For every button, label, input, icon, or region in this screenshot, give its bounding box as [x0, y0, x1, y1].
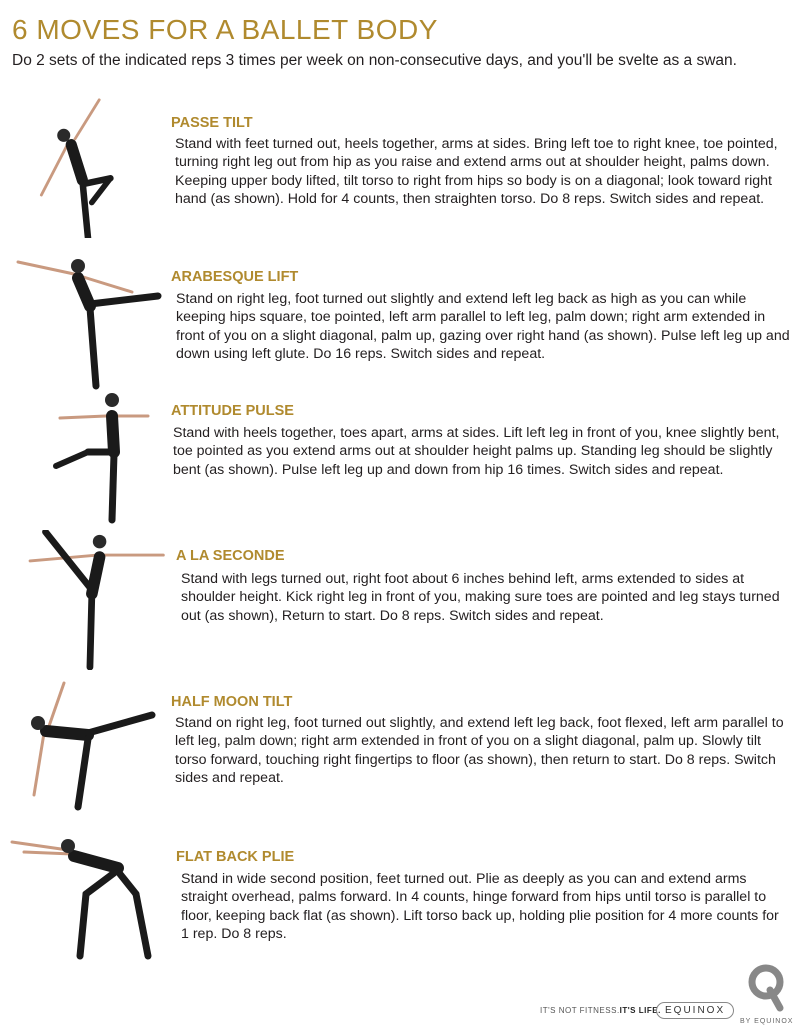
move-title-arabesque-lift: ARABESQUE LIFT — [171, 269, 299, 285]
dancer-figure-flat-back-plie — [8, 832, 168, 972]
move-a-la-seconde — [0, 530, 800, 675]
move-description-passe-tilt: Stand with feet turned out, heels together, arms at sides. Bring left toe to right knee, toe pointed, turning right leg out from hip as you raise and extend arms out at shoulder height, palms down. Keeping upper body lifted, tilt torso to right from hips so body is on a diagonal; look toward right hand (as shown). Hold for 4 counts, then straighten torso. Do 8 reps. Switch sides and repeat. — [175, 136, 778, 208]
footer-byline: BY EQUINOX — [740, 1018, 794, 1025]
move-flat-back-plie — [0, 832, 800, 972]
move-arabesque-lift — [0, 250, 800, 390]
move-title-passe-tilt: PASSE TILT — [171, 115, 253, 131]
move-passe-tilt — [0, 98, 800, 248]
q-logo-icon — [746, 962, 786, 1014]
move-description-arabesque-lift: Stand on right leg, foot turned out slightly and extend left leg back as high as you can while keeping hips square, toe pointed, left arm parallel to left leg, palm down; right arm extended in front of you on a slight diagonal, palm up, gazing over right hand (as shown). Pulse left leg up and down using left glute. Do 16 reps. Switch sides and repeat. — [176, 291, 790, 363]
page-title: 6 MOVES FOR A BALLET BODY — [12, 14, 438, 45]
page-subtitle: Do 2 sets of the indicated reps 3 times per week on non-consecutive days, and you'll be svelte as a swan. — [12, 52, 737, 69]
move-title-a-la-seconde: A LA SECONDE — [176, 548, 285, 564]
move-title-attitude-pulse: ATTITUDE PULSE — [171, 403, 294, 419]
move-description-attitude-pulse: Stand with heels together, toes apart, arms at sides. Lift left leg in front of you, knee slightly bent, toe pointed as you extend arms out at shoulder height palms up. Standing leg should be slightly bent (as shown). Pulse left leg up and down from hip 16 times. Switch sides and repeat. — [173, 425, 780, 478]
move-description-flat-back-plie: Stand in wide second position, feet turned out. Plie as deeply as you can and extend arms straight overhead, palms forward. In 4 counts, hinge forward from hips until torso is parallel to floor, keeping back flat (as shown). Lift torso back up, holding plie position for 4 more counts for 1 rep. Do 8 reps. — [181, 871, 779, 943]
move-description-a-la-seconde: Stand with legs turned out, right foot about 6 inches behind left, arms extended to sides at shoulder height. Kick right leg in front of you, making sure toes are pointed and leg stays turned out (as shown), Return to start. Do 8 reps. Switch sides and repeat. — [181, 571, 780, 624]
footer-tagline: IT'S NOT FITNESS.IT'S LIFE. — [540, 1006, 661, 1015]
move-attitude-pulse — [0, 386, 800, 526]
dancer-figure-attitude-pulse — [8, 386, 168, 526]
move-half-moon-tilt — [0, 677, 800, 817]
dancer-figure-half-moon-tilt — [8, 677, 168, 817]
dancer-figure-passe-tilt — [8, 98, 168, 238]
move-title-half-moon-tilt: HALF MOON TILT — [171, 694, 293, 710]
footer-branding — [540, 994, 794, 1030]
equinox-logo: EQUINOX — [656, 1002, 734, 1019]
dancer-figure-a-la-seconde — [8, 530, 168, 670]
move-description-half-moon-tilt: Stand on right leg, foot turned out slightly, and extend left leg back, foot flexed, left arm parallel to left leg, palm down; right arm extended in front of you on a slight diagonal, palm up. Slowly tilt torso forward, touching right fingertips to floor (as shown), then return to start. Do 8 reps. Switch sides and repeat. — [175, 715, 784, 787]
move-title-flat-back-plie: FLAT BACK PLIE — [176, 849, 295, 865]
dancer-figure-arabesque-lift — [8, 250, 168, 390]
